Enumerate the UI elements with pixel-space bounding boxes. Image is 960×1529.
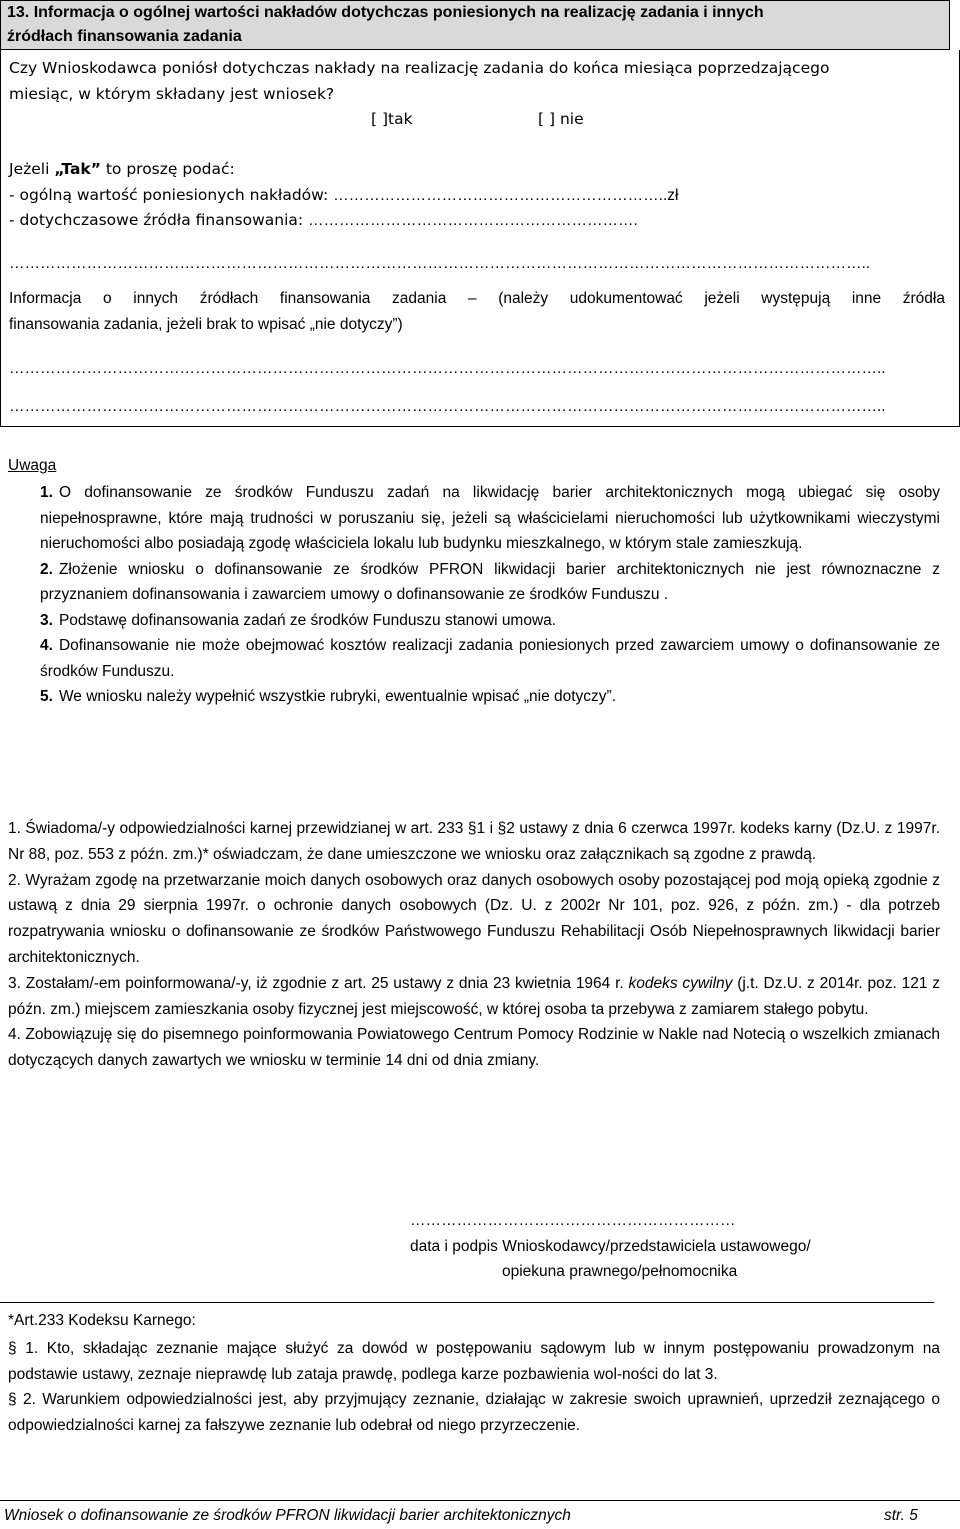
note-num: 4. (40, 637, 53, 654)
question-text-line2: miesiąc, w którym składany jest wniosek? (9, 85, 335, 103)
declaration-3-italic: kodeks cywilny (628, 974, 733, 992)
section-title-line1: 13. Informacja o ogólnej wartości nakładów dotychczas poniesionych na realizację zadania i innych (7, 4, 764, 21)
question-text-line1: Czy Wnioskodawca poniósł dotychczas nakłady na realizację zadania do końca miesiąca poprzedzającego (9, 59, 830, 77)
value-row (9, 183, 678, 208)
note-text: We wniosku należy wypełnić wszystkie rubryki, ewentualnie wpisać „nie dotyczy”. (58, 688, 617, 705)
other-sources-text1: Informacja o innych źródłach finansowania zadania – (należy udokumentować jeżeli występują inne źródła (9, 290, 945, 307)
note-item-5 (8, 684, 940, 710)
note-text: Podstawę dofinansowania zadań ze środków Funduszu stanowi umowa. (58, 611, 557, 629)
note-num: 3. (40, 611, 53, 629)
note-text: O dofinansowanie ze środków Funduszu zadań na likwidację barier architektonicznych mogą ubiegać się osoby niepełnosprawne, które mają trudności w poruszaniu się, jeżeli są właścicielami nieruchomości lub użytkownikami wieczystymi nieruchomości albo posiadają zgodę właściciela lokalu lub budynku mieszkalnego, w którym stale zamieszkują. (40, 484, 940, 552)
if-tak-instruction (9, 157, 235, 181)
value-field[interactable]: ………………………………………………………..zł (333, 187, 679, 204)
signature-caption-line1: data i podpis Wnioskodawcy/przedstawiciela ustawowego/ (410, 1238, 811, 1255)
declarations (8, 816, 940, 1074)
note-text: Złożenie wniosku o dofinansowanie ze środków PFRON likwidacji barier architektonicznych nie jest równoznaczne z przyznaniem dofinansowania i zawarciem umowy o dofinansowanie ze środków Funduszu . (40, 560, 940, 603)
note-item-3 (8, 608, 940, 634)
note-text: Dofinansowanie nie może obejmować kosztów realizacji zadania poniesionych przed zawarciem umowy o dofinansowanie ze środków Funduszu. (40, 637, 940, 680)
sources-field[interactable]: ………………………………………………………. (308, 212, 638, 229)
note-item-2 (8, 557, 940, 608)
other-sources-line1 (9, 287, 945, 311)
declaration-1: 1. Świadoma/-y odpowiedzialności karnej przewidzianej w art. 233 §1 i §2 ustawy z dnia 6 czerwca 1997r. kodeks karny (Dz.U. z 1997r. Nr 88, poz. 553 z późn. zm.)* oświadczam, że dane umieszczone we wniosku oraz załącznikach są zgodne z prawdą. (8, 820, 940, 863)
note-num: 5. (40, 688, 53, 705)
other-sources-field1[interactable]: …………………………………………………………………………………………………………………………………………………….. (9, 360, 886, 377)
sources-row (9, 208, 638, 233)
section-header (0, 0, 950, 50)
signature-caption-line2: opiekuna prawnego/pełnomocnika (502, 1263, 738, 1280)
sources-label: - dotychczasowe źródła finansowania: (9, 211, 309, 229)
footnote-divider (0, 1302, 934, 1303)
declaration-3-b: (j.t. Dz.U. z 2014r. poz. 121 z późn. zm.) miejscem zamieszkania osoby fizycznej jest miejscowość, w której osoba ta przebywa z zamiarem stałego pobytu. (8, 974, 941, 1018)
note-item-1 (8, 480, 940, 557)
notes-list (8, 480, 940, 710)
if-tak-suffix: to proszę podać: (100, 160, 235, 178)
footnote-paragraph-1: § 1. Kto, składając zeznanie mające służyć za dowód w postępowaniu sądowym lub w innym postępowaniu prowadzonym na podstawie ustawy, zeznaje nieprawdę lub zataja prawdę, podlega karze pozbawienia wol-ności do lat 3. (8, 1340, 940, 1383)
note-num: 2. (40, 560, 53, 578)
footnote-title: *Art.233 Kodeksu Karnego: (8, 1312, 196, 1329)
page-number: str. 5 (884, 1507, 918, 1524)
footer-title: Wniosek o dofinansowanie ze środków PFRON likwidacji barier architektonicznych (4, 1507, 571, 1524)
footnote-body (8, 1336, 940, 1438)
note-item-4 (8, 633, 940, 684)
signature-field[interactable]: ……………………………………………………… (410, 1212, 736, 1229)
section-title-line2: źródłach finansowania zadania (7, 28, 242, 45)
value-label: - ogólną wartość poniesionych nakładów: (9, 186, 334, 204)
notes-title: Uwaga (8, 457, 57, 474)
declaration-4: 4. Zobowiązuję się do pisemnego poinformowania Powiatowego Centrum Pomocy Rodzinie w Nakle nad Notecią o wszelkich zmianach dotyczących danych zawartych we wniosku w terminie 14 dni od dnia zmiany. (8, 1026, 940, 1070)
footer-divider (0, 1500, 960, 1501)
checkbox-tak[interactable]: [ ]tak (371, 110, 413, 128)
if-tak-word: „Tak” (54, 160, 101, 178)
question-box (0, 50, 960, 427)
checkbox-nie[interactable]: [ ] nie (538, 110, 584, 128)
footnote-paragraph-2: § 2. Warunkiem odpowiedzialności jest, aby przyjmujący zeznanie, działając w zakresie swoich uprawnień, uprzedził zeznającego o odpowiedzialności karnej za fałszywe zeznanie lub odebrał od niego przyrzeczenie. (8, 1391, 940, 1434)
declaration-3 (8, 971, 940, 1023)
note-num: 1. (40, 484, 53, 501)
declaration-2: 2. Wyrażam zgodę na przetwarzanie moich danych osobowych oraz danych osobowych osoby pozostającej pod moją opieką zgodnie z ustawą z dnia 29 sierpnia 1997r. o ochronie danych osobowych (Dz. U. z 2002r Nr 101, poz. 926, z późn. zm.) - dla potrzeb rozpatrywania wniosku o dofinansowanie ze środków Państwowego Funduszu Rehabilitacji Osób Niepełnosprawnych likwidacji barier architektonicznych. (8, 871, 940, 966)
declaration-3-a: 3. Zostałam/-em poinformowana/-y, iż zgodnie z art. 25 ustawy z dnia 23 kwietnia 1964 r. (8, 974, 629, 992)
if-tak-prefix: Jeżeli (9, 160, 55, 178)
other-sources-field2[interactable]: …………………………………………………………………………………………………………………………………………………….. (9, 398, 886, 415)
sources-field-line2[interactable]: ………………………………………………………………………………………………………………………………………………….. (9, 255, 871, 272)
other-sources-line2: finansowania zadania, jeżeli brak to wpisać „nie dotyczy”) (9, 316, 403, 333)
